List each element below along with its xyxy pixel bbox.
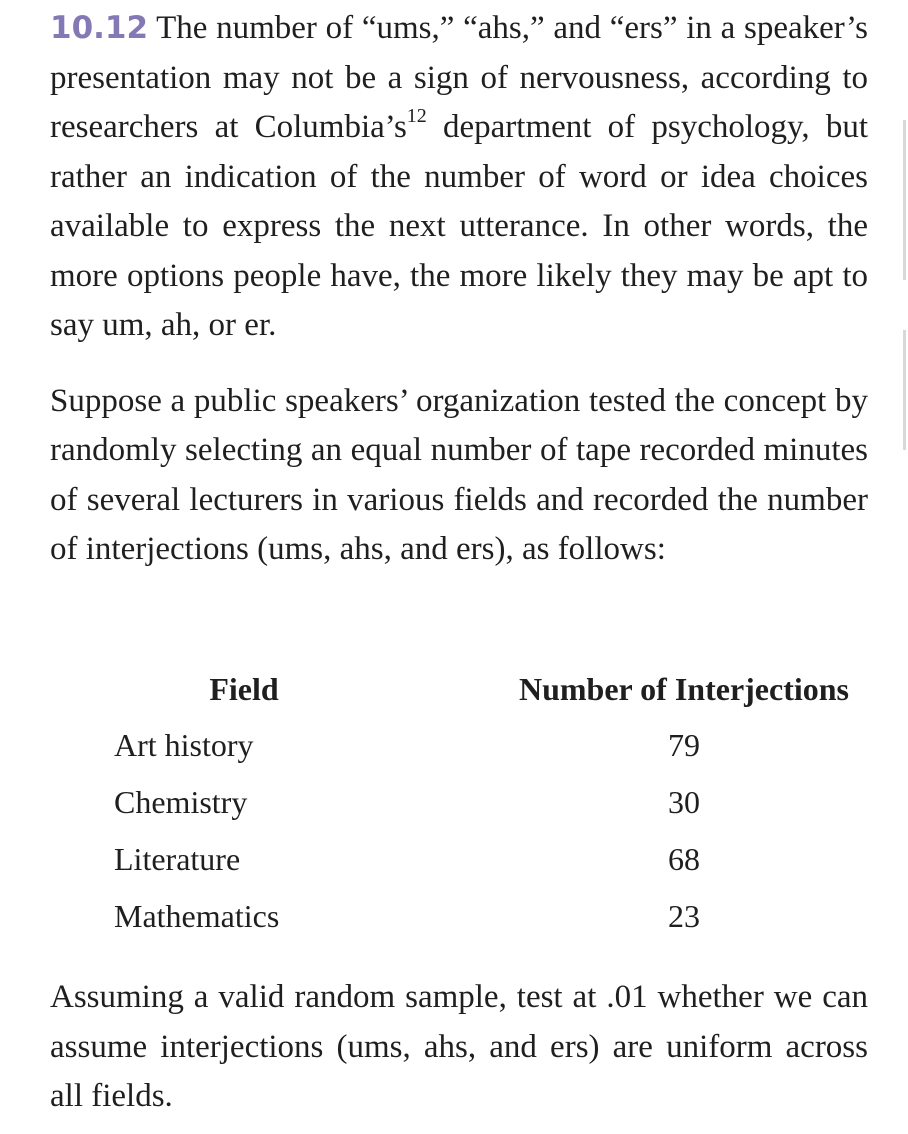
count-cell: 30: [668, 784, 700, 820]
count-column-header: Number of Interjections: [518, 670, 849, 707]
page-edge-shadow: [903, 120, 906, 280]
field-cell: Literature: [114, 841, 241, 877]
field-column-header: Field: [209, 670, 279, 707]
problem-number: 10.12: [50, 10, 149, 46]
table-row: [114, 717, 854, 774]
page-edge-shadow: [903, 330, 906, 450]
count-cell: 68: [668, 841, 700, 877]
table-row: [114, 831, 854, 888]
table-row: [114, 774, 854, 831]
setup-paragraph: Suppose a public speakers’ organization tested the concept by randomly selecting an equal number of tape recorded minutes of several lecturers in various fields and recorded the number of interjections (ums, ahs, and ers), as follows:: [50, 382, 868, 567]
field-cell: Mathematics: [114, 898, 280, 934]
textbook-page: [50, 0, 868, 1114]
field-cell: Chemistry: [114, 784, 248, 820]
interjections-table: [114, 661, 854, 945]
field-cell: Art history: [114, 727, 254, 763]
table-row: [114, 888, 854, 945]
question-paragraph: Assuming a valid random sample, test at .01 whether we can assume interjections (ums, ahs, and ers) are uniform across all fields.: [50, 979, 868, 1114]
table-header-row: [114, 661, 854, 717]
count-cell: 23: [668, 898, 700, 934]
problem-paragraph: [50, 0, 868, 351]
count-cell: 79: [668, 727, 700, 763]
problem-text-end: department of psychology, but rather an indication of the number of word or idea choices available to express the next utterance. In other words, the more options people have, the more likely they may be apt to say um, ah, or er.: [50, 109, 868, 343]
problem-text-start: The number of “ums,” “ahs,” and “ers” in a speaker’s presentation may not be a sign of nervousness, according to researchers at Columbia’s: [50, 10, 868, 145]
footnote-reference: 12: [406, 105, 427, 127]
